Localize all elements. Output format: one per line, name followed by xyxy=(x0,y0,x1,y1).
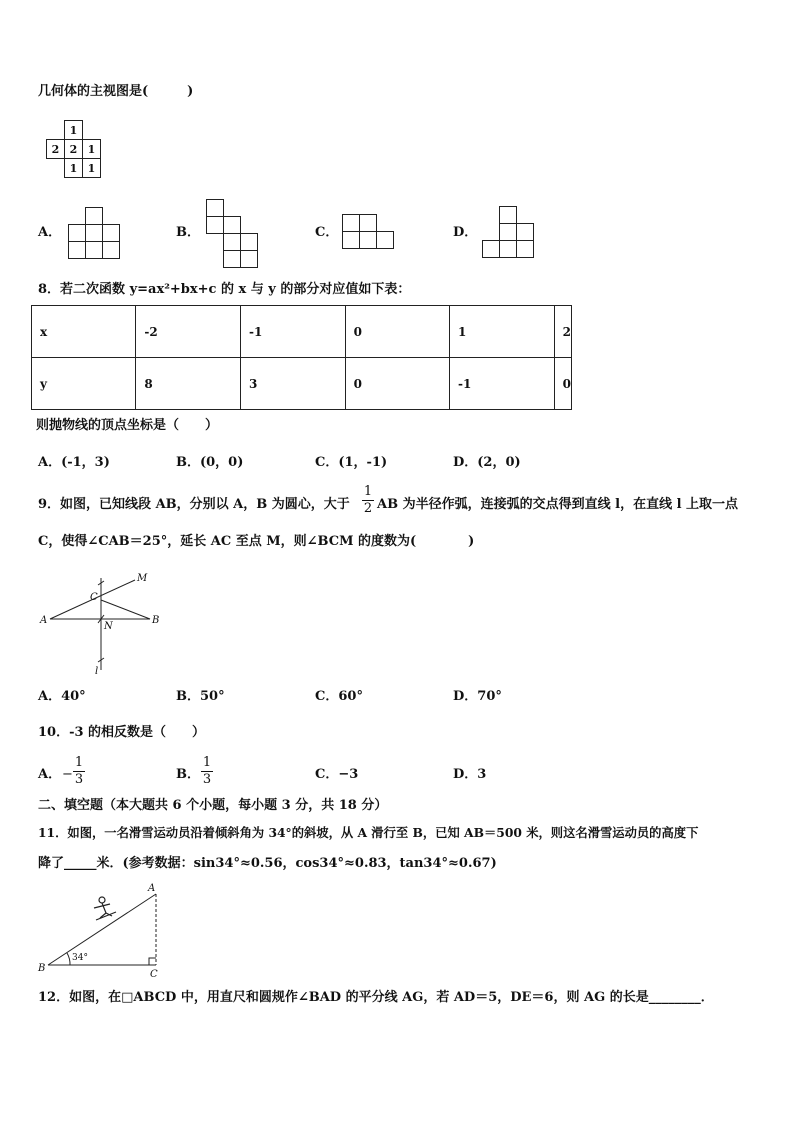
label-c: C xyxy=(150,969,158,980)
q7-stem: 几何体的主视图是( ) xyxy=(38,84,194,99)
label-a: A xyxy=(148,883,156,894)
q8-question: 则抛物线的顶点坐标是（ ） xyxy=(36,418,219,433)
table-cell: x xyxy=(32,306,136,358)
q12-stem: 12．如图，在□ABCD 中，用直尺和圆规作∠BAD 的平分线 AG，若 AD＝5，DE＝6，则 AG 的长是________． xyxy=(38,990,714,1005)
q10-option-b-fraction[interactable] xyxy=(201,756,213,787)
table-cell: y xyxy=(32,358,136,410)
q11-slope-figure xyxy=(36,880,166,980)
q7-option-c-label[interactable]: C． xyxy=(315,225,339,240)
table-cell: 0 xyxy=(554,358,571,410)
q10-stem: 10．-3 的相反数是（ ） xyxy=(38,725,206,740)
q9-stem-line2: C，使得∠CAB＝25°，延长 AC 至点 M，则∠BCM 的度数为( ) xyxy=(38,534,475,549)
grid-num: 1 xyxy=(87,143,96,156)
grid-num: 2 xyxy=(51,143,60,156)
q7-option-b-label[interactable]: B． xyxy=(176,225,200,240)
q8-option-c[interactable]: C．(1，-1) xyxy=(315,455,388,470)
grid-num: 1 xyxy=(69,124,78,137)
label-b: B xyxy=(38,963,46,974)
q8-option-a[interactable]: A．(-1，3) xyxy=(38,455,110,470)
q9-option-a[interactable]: A．40° xyxy=(38,689,86,704)
q7-option-b-figure[interactable] xyxy=(206,198,262,270)
label-a: A xyxy=(40,615,48,626)
table-cell: -2 xyxy=(136,306,241,358)
table-cell: 2 xyxy=(554,306,571,358)
table-cell: 1 xyxy=(449,306,554,358)
q9-option-d[interactable]: D．70° xyxy=(453,689,502,704)
q10-option-a-sign[interactable]: − xyxy=(62,767,73,782)
fraction-denominator: 3 xyxy=(74,772,84,787)
q11-line1: 11．如图，一名滑雪运动员沿着倾斜角为 34°的斜坡，从 A 滑行至 B，已知 AB＝500 米，则这名滑雪运动员的高度下 xyxy=(38,825,699,840)
grid-num: 1 xyxy=(87,162,96,175)
q7-option-d-figure[interactable] xyxy=(482,205,536,259)
fraction-denominator: 3 xyxy=(202,772,212,787)
fraction-numerator: 1 xyxy=(363,484,373,499)
fraction-numerator: 1 xyxy=(202,755,212,770)
section2-heading: 二、填空题（本大题共 6 个小题，每小题 3 分，共 18 分） xyxy=(38,798,388,813)
fraction-denominator: 2 xyxy=(363,501,373,516)
table-cell: 3 xyxy=(240,358,345,410)
table-row xyxy=(32,358,572,410)
q10-option-a-fraction[interactable] xyxy=(73,756,85,787)
angle-label: 34° xyxy=(72,953,88,963)
q10-option-b-label[interactable]: B． xyxy=(176,767,200,782)
q11-line2: 降了_____米．(参考数据：sin34°≈0.56，cos34°≈0.83，tan34°≈0.67) xyxy=(38,856,497,871)
q7-option-a-figure[interactable] xyxy=(68,206,122,260)
q8-value-table xyxy=(31,305,572,410)
q8-option-b[interactable]: B．(0，0) xyxy=(176,455,244,470)
q7-option-d-label[interactable]: D． xyxy=(453,225,478,240)
q9-figure xyxy=(38,570,168,680)
q7-option-a-label[interactable]: A． xyxy=(38,225,62,240)
table-cell: 0 xyxy=(345,358,449,410)
label-l: l xyxy=(95,666,99,677)
fraction-numerator: 1 xyxy=(74,755,84,770)
q9-stem-line1-a: 9．如图，已知线段 AB，分别以 A，B 为圆心，大于 xyxy=(38,497,350,512)
label-b: B xyxy=(152,615,160,626)
label-c: C xyxy=(90,592,98,603)
label-n: N xyxy=(104,621,113,632)
q9-option-b[interactable]: B．50° xyxy=(176,689,225,704)
table-cell: 8 xyxy=(136,358,241,410)
grid-num: 2 xyxy=(69,143,78,156)
q8-option-d[interactable]: D．(2，0) xyxy=(453,455,521,470)
q10-option-a-label[interactable]: A． xyxy=(38,767,62,782)
q9-stem-line1-b: AB 为半径作弧，连接弧的交点得到直线 l，在直线 l 上取一点 xyxy=(377,497,739,512)
q7-top-view-grid xyxy=(40,118,106,178)
q10-option-d[interactable]: D．3 xyxy=(453,767,487,782)
q7-option-c-figure[interactable] xyxy=(342,213,396,251)
label-m: M xyxy=(137,573,148,584)
table-row xyxy=(32,306,572,358)
table-cell: -1 xyxy=(449,358,554,410)
table-cell: 0 xyxy=(345,306,449,358)
q9-option-c[interactable]: C．60° xyxy=(315,689,363,704)
skier-icon xyxy=(94,897,116,920)
q8-stem: 8．若二次函数 y=ax²+bx+c 的 x 与 y 的部分对应值如下表： xyxy=(38,282,411,297)
table-cell: -1 xyxy=(240,306,345,358)
grid-num: 1 xyxy=(69,162,78,175)
q9-half-fraction xyxy=(362,485,374,516)
q10-option-c[interactable]: C．−3 xyxy=(315,767,359,782)
